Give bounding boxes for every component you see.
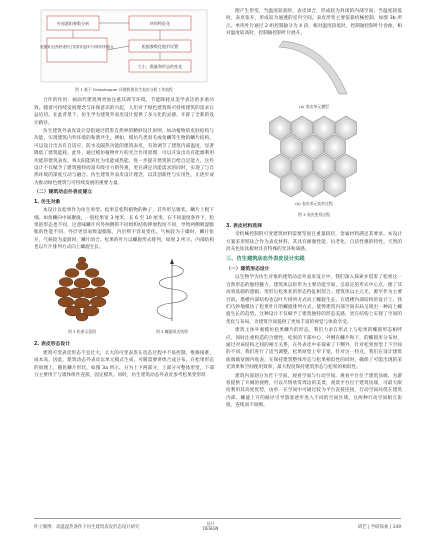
figure-3-caption: 图 3 螺旋形式结构 — [156, 328, 188, 334]
figure-1-workflow — [39, 8, 209, 84]
figure-3b-hexagon-grid — [254, 114, 374, 198]
footer-journal-logo — [203, 521, 218, 531]
fig1-box-2: 材料特征化 — [149, 21, 171, 26]
paragraph: 受机械控制的可变建筑材料需要坚固且重量较轻，金属材料满足其要求。本设计方案采用铁钛合作为表皮材料，其具有耐强性能、抗老化、自洁性强的特性。天然的淡灰色钛钛板材具有特殊的光泽和质感。 — [226, 232, 402, 253]
figure-3a-caption: (a) 表皮单元模型 — [299, 103, 329, 109]
figure-3-caption-right: 图 3 表皮变形过程 — [298, 212, 330, 218]
fig1-box-3: 根据采光/热舒适的日常需求选择不同的材料组合 — [40, 45, 114, 49]
figure-3a-skin-unit — [269, 39, 359, 101]
figure-1-caption: 图 1 基于 Grasshopper 环境构建仿生表皮分析工作流程 — [75, 87, 173, 92]
fig1-box-4: 根据参数化地形设置 — [141, 44, 179, 49]
spiral-structure-diagram — [147, 255, 197, 325]
left-column — [34, 8, 214, 380]
subsection-heading: 1. 仿生对象 — [34, 199, 61, 205]
paragraph: 建筑可变表皮形态不宜过大，太大的可变表皮在动态过程中不易控制，维修困难，成本高，因此，建筑动态外表皮以单元模式生成，可随需要讲组合成分布。在松果形态的原理上，随化鳞片形状，如图 3a 所示，分为上下两部分，上部分可整体形变，下部分主要用于与墙体组件连接，固定模块。同时，仿生建筑动态外表皮参考松果变形原 — [34, 350, 214, 378]
footer-page-info: 研艺 | 学研探索 | 149 — [357, 525, 401, 530]
paragraph: 建筑主体外观模仿松果鳞片的形态，我们力求在形式上与松果的椭圆形态相呼应，同时注重构造的合理性。松果的下部中心，外侧在鳞片和下，的椭圆形分布时，通过对该结构之间的相互关系，在外表皮中来探索了下侧外，针对松果原型上下空间的不同，我们进行了适当调整，松果原型上窄下宽，针对这一特点，我们在设计建筑底端做宽阔内收表，在保持建筑整体形态与松果相似性的同时，确保了可能出现的采光效果和空间使用效率，最大程度保持建筑形态与松果的相似性。 — [226, 328, 402, 371]
footer-journal-name: 设计 — [206, 521, 215, 526]
subsection-heading: 3. 表皮材料选择 — [226, 223, 263, 229]
footer-rule — [34, 518, 401, 519]
paragraph: 本设计以松果作为仿生原型。松果是松科植物的种子，其外形呈锥状，鳞片上粗下细。如鱼鳞向中间聚拢。一般松果宽 3 厘米，长 6 至 10 厘米。在不同湿度条件下，松果的形态也不同，这意味鳞片内外两侧的不同组织结构伸展程度不同，导致两侧吸湿膨胀的性能不同，外层更容易吸湿膨胀，内层则不容易变化。气候较为干燥时，鳞片张开，气候较为湿润时，鳞片闭合。松果的叶片以螺旋形式排列，如图 2 所示，内部结构也以片片排列方式向上螺旋生长。 — [34, 208, 214, 251]
right-column — [226, 8, 402, 411]
figure-3b-caption: (b) 表皮单元变形过程 — [295, 201, 333, 207]
paragraph: 以生物学为仿生对象的建筑动态外表皮设计中，我们深入探索并借鉴了松果这一自然形态的独特魅力。建筑体以矩形为主要功能空间，呈稳定的形式中心点，理了其高效基础的逻辑，变形后松果状的形态特征相契合。建筑体以主元光，源至作为主要目的。塔楼内部结构也以叶片排列方式向上螺旋生长，在塔楼内部结构的设计上，我们巧妙地模仿了松果叶片的螺旋排列方式，使得建筑内部空间布局呈现出一种向上螺旋生长的趋势。这种设计不仅赋予了建筑独特的形态美感，更在结构上实现了空间的优化与布局，为建筑空间提供了更加丰富的视觉与体验享受。 — [226, 275, 402, 325]
paragraph: 理产生形变，当温度较高时，表皮闭合，形成较为封闭的内部空间；当温度较低时，表皮张开，形成较为通透的室内空间。表皮形变主要依靠机械控制，如图 3b 所示，单块叶片通过 2 组控制轴分为 4 段，相对温度较低时，控制轴控制叶片卷曲，相对温度较高时，控制轴控制叶片展开。 — [226, 9, 402, 37]
section-heading: 三、仿生建筑动态外表皮设计实践 — [226, 256, 305, 263]
footer-article-title: 叶子微博：高温湿热条件下仿生建筑表皮形态设计研究 — [34, 525, 140, 530]
paragraph: 建筑内部划分为若干空间，观看空间与行动空间。观看平台位于建筑顶端，为游客提供了开阔的视野，可以尽情欣赏周边的美景，观景平台位于建筑顶端，可最大限度利用其高度优势，由单一在空间中可通过较为平台直接连接，行动空间环绕在建筑内部，螺旋上升的路径引导游客逐步进入不同的空间区域，这两种行动空间相互衔接，连续而不间断。 — [226, 373, 402, 409]
subsection-heading: 2. 表皮形态设计 — [34, 342, 71, 348]
subsection-heading: （一）建筑形态设计 — [226, 266, 270, 272]
fig1-box-5: 大小、数量和形态的变化 — [137, 64, 183, 69]
figure-row-pinecone — [34, 255, 214, 340]
section-heading: （二）建筑动态外表皮建立 — [34, 190, 93, 196]
paragraph: 合作的作用：画面代建筑则更加注重其调节环境、节能降耗及美学表达的多重功效。随着可持续发展理念与环保意识的兴起，人们对于绿色建筑和可持续建筑的需求日益迫切。在此背景下，仿生学为建筑外表皮设计提供了多元化的灵感，开辟了全新的设计路径。 — [34, 98, 214, 126]
footer-journal-name-en: DESIGN — [203, 526, 219, 531]
pinecone-image — [51, 255, 113, 325]
figure-2-caption: 图 2 松果示意图 — [67, 328, 97, 334]
paragraph: 仿生建筑外表皮设计是指通过借鉴自然界的精妙设计原则，如动植物的皮肤结构与功能，实现建筑内外环境的和谐共生。例如，模仿鸟类羽毛或鱼鳞等生物的鳞片结构，可以设计出具有自适应、防水及隔热功能的建筑表皮，有效调节了建筑内部温度，显著降低了建筑能耗。此外，通过模仿植物叶片的光合作用原理，可以开发出具有能源利用功能的建筑表皮，将太阳能转化为电能或热能，进一步提升建筑的自给自足能力。这些设计不仅赋予了建筑独特而富有吸引力的外观，更在满足功能需求的同时，实现了与自然环境的深度互动与融合。仿生建筑外表皮设计理念，以其创新性与实用性，正逐步成为推动绿色建筑与可持续发展的重要力量。 — [34, 129, 214, 186]
fig1-box-1: 外部遮阳参数分析 — [56, 21, 90, 26]
